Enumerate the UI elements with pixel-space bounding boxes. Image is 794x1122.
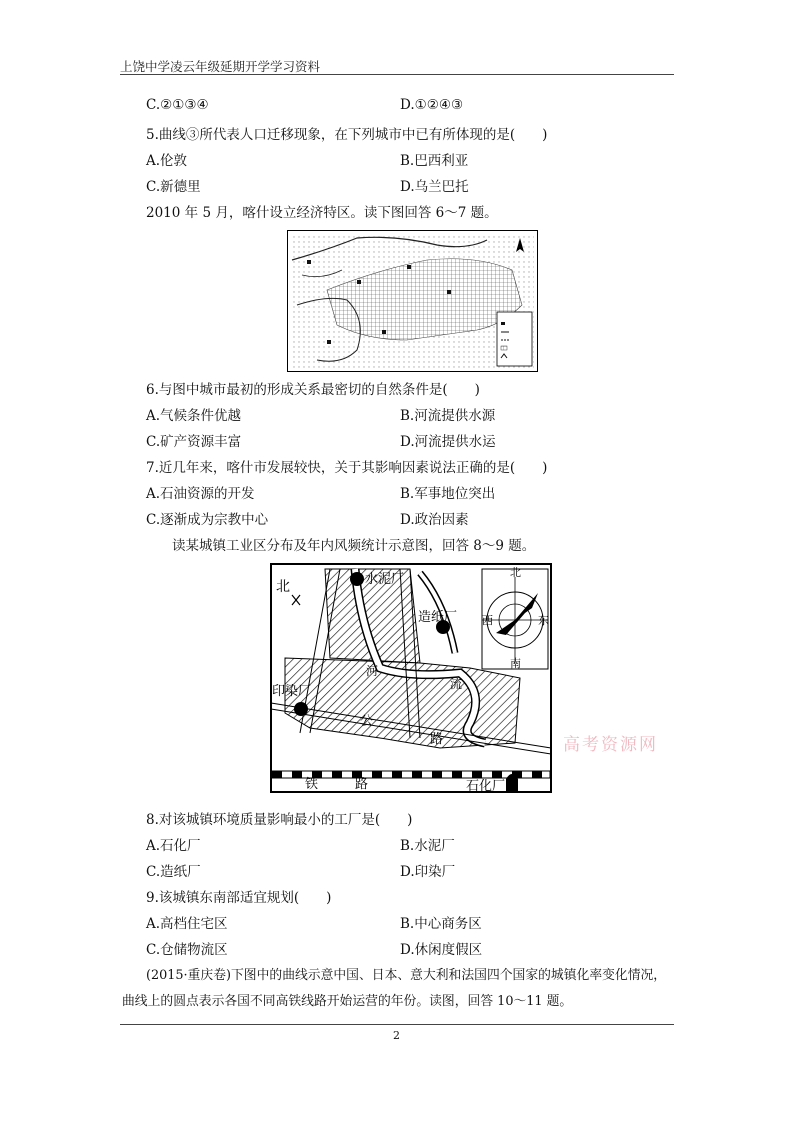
- dye-plant-marker: [294, 702, 308, 716]
- road-label-1: 公: [360, 714, 374, 729]
- page-header: 上饶中学凌云年级延期开学学习资料: [120, 59, 321, 74]
- q6-option-c: C.矿产资源丰富: [146, 434, 242, 450]
- cement-plant-label: 水泥厂: [365, 572, 405, 587]
- header-rule: [120, 74, 674, 75]
- q5-stem: 5.曲线③所代表人口迁移现象，在下列城市中已有所体现的是( ): [146, 127, 548, 143]
- compass-east-label: 东: [538, 614, 549, 627]
- kashgar-map-figure: [287, 230, 538, 372]
- q5-option-a: A.伦敦: [146, 153, 188, 169]
- q4-option-d: D.①②④③: [400, 97, 464, 113]
- q8-option-d: D.印染厂: [400, 864, 456, 880]
- watermark-text: 高考资源网: [563, 735, 658, 755]
- q5-option-d: D.乌兰巴托: [400, 179, 469, 195]
- industrial-map-figure: [270, 563, 552, 793]
- q9-option-d: D.休闲度假区: [400, 942, 483, 958]
- compass-west-label: 西: [482, 614, 493, 627]
- q9-option-b: B.中心商务区: [400, 916, 482, 932]
- q5-option-b: B.巴西利亚: [400, 153, 469, 169]
- q6-stem: 6.与图中城市最初的形成关系最密切的自然条件是( ): [146, 382, 480, 398]
- q9-option-a: A.高档住宅区: [146, 916, 228, 932]
- dye-plant-label: 印染厂: [272, 684, 312, 699]
- north-label: 北: [276, 579, 290, 595]
- q7-option-d: D.政治因素: [400, 512, 469, 528]
- compass-south-label: 南: [510, 657, 521, 670]
- petro-plant-marker: [506, 774, 518, 791]
- q7-option-b: B.军事地位突出: [400, 486, 496, 502]
- river-label-1: 河: [366, 664, 379, 678]
- intro-10-11-line2: 曲线上的圆点表示各国不同高铁线路开始运营的年份。读图，回答 10～11 题。: [122, 994, 573, 1009]
- q9-option-c: C.仓储物流区: [146, 942, 228, 958]
- paper-mill-label: 造纸厂: [418, 610, 458, 625]
- cement-plant-marker: [350, 572, 364, 586]
- q5-option-c: C.新德里: [146, 179, 201, 195]
- q7-option-a: A.石油资源的开发: [146, 486, 255, 502]
- q8-option-a: A.石化厂: [146, 838, 201, 854]
- q9-stem: 9.该城镇东南部适宜规划( ): [146, 890, 332, 906]
- intro-6-7: 2010 年 5 月，喀什设立经济特区。读下图回答 6～7 题。: [146, 205, 498, 221]
- q8-option-b: B.水泥厂: [400, 838, 455, 854]
- q7-option-c: C.逐渐成为宗教中心: [146, 512, 269, 528]
- road-label-2: 路: [430, 732, 444, 747]
- q6-option-a: A.气候条件优越: [146, 408, 242, 424]
- q7-stem: 7.近几年来，喀什市发展较快，关于其影响因素说法正确的是( ): [146, 460, 548, 476]
- q8-stem: 8.对该城镇环境质量影响最小的工厂是( ): [146, 812, 413, 828]
- q6-option-d: D.河流提供水运: [400, 434, 496, 450]
- compass-north-label: 北: [510, 566, 521, 579]
- river-label-2: 流: [450, 677, 463, 691]
- q4-option-c: C.②①③④: [146, 97, 209, 113]
- petro-plant-label: 石化厂: [466, 779, 506, 793]
- rail-label-2: 路: [355, 777, 369, 792]
- intro-8-9: 读某城镇工业区分布及年内风频统计示意图，回答 8～9 题。: [172, 538, 536, 554]
- q8-option-c: C.造纸厂: [146, 864, 201, 880]
- intro-10-11-line1: (2015·重庆卷)下图中的曲线示意中国、日本、意大利和法国四个国家的城镇化率变化情况，: [146, 968, 667, 983]
- page-number: 2: [393, 1029, 400, 1042]
- footer-rule: [120, 1024, 674, 1025]
- rail-label-1: 铁: [305, 777, 319, 792]
- q6-option-b: B.河流提供水源: [400, 408, 496, 424]
